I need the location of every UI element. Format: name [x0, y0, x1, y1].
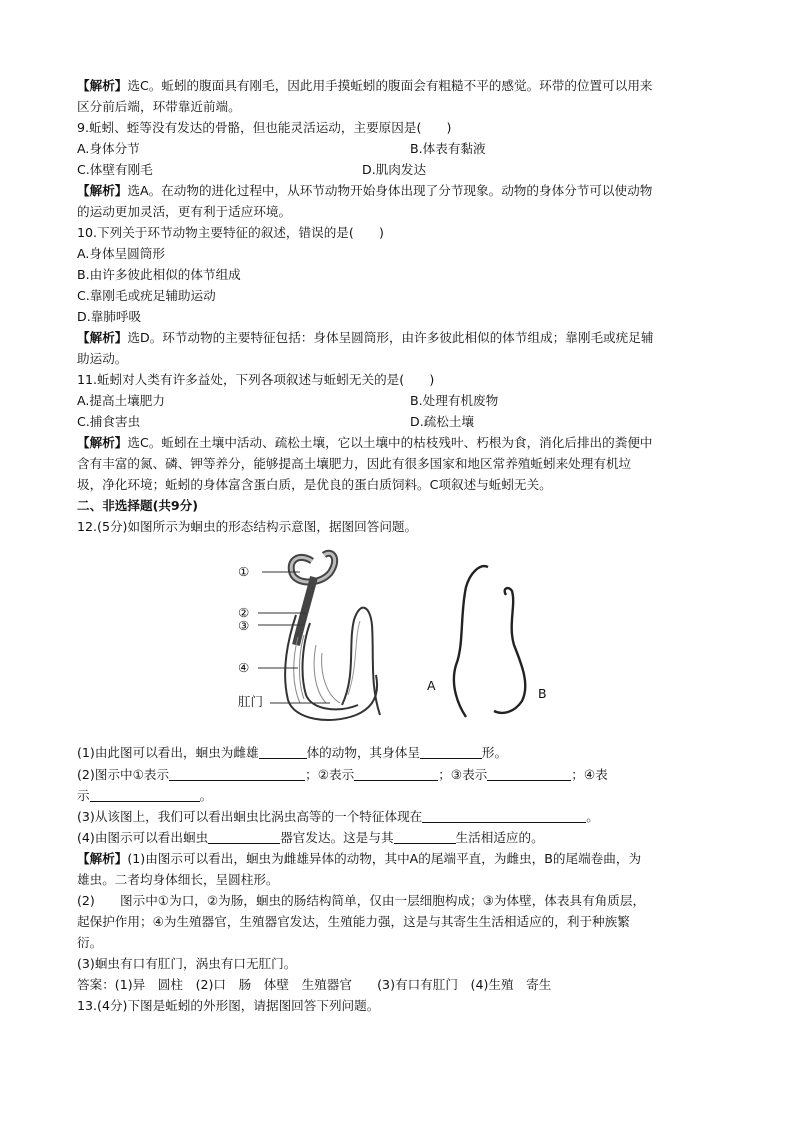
question-12-part3: (3)从该图上，我们可以看出蛔虫比涡虫高等的一个特征体现在 。	[77, 809, 599, 824]
male-worm-b	[494, 588, 525, 713]
female-worm-a	[454, 566, 488, 717]
blank-12-2a[interactable]	[169, 767, 305, 781]
question-10-stem: 10.下列关于环节动物主要特征的叙述，错误的是( )	[77, 225, 384, 240]
roundworm-figure	[230, 545, 580, 730]
analysis-q8-line2: 区分前后端，环带靠近前端。	[77, 99, 241, 114]
question-12-part4: (4)由图示可以看出蛔虫 器官发达。这是与其 生活相适应的。	[77, 830, 544, 845]
analysis-q12-line5: 衍。	[77, 935, 103, 950]
blank-12-1a[interactable]	[259, 745, 307, 759]
question-12-part1: (1)由此图可以看出，蛔虫为雌雄 体的动物，其身体呈 形。	[77, 745, 508, 760]
analysis-q12-line2: 雄虫。二者均身体细长，呈圆柱形。	[77, 872, 279, 887]
option-10c: C.靠刚毛或疣足辅助运动	[77, 288, 216, 303]
worm-body-inner	[303, 623, 358, 709]
worm-flap-inner	[348, 621, 360, 695]
analysis-q12-line6: (3)蛔虫有口有肛门，涡虫有口无肛门。	[77, 956, 297, 971]
option-11d: D.疏松土壤	[410, 414, 475, 429]
blank-12-3[interactable]	[422, 809, 586, 823]
analysis-q8-line1: 【解析】选C。蚯蚓的腹面具有刚毛，因此用手摸蚯蚓的腹面会有粗糙不平的感觉。环带的位置可以用来	[77, 78, 653, 93]
option-11c: C.捕食害虫	[77, 414, 141, 429]
analysis-q12-line1: 【解析】(1)由图示可以看出，蛔虫为雌雄异体的动物，其中A的尾端平直，为雌虫，B的尾端卷曲，为	[77, 851, 642, 866]
option-9a: A.身体分节	[77, 141, 140, 156]
analysis-q11-line2: 含有丰富的氮、磷、钾等养分，能够提高土壤肥力，因此有很多国家和地区常养殖蚯蚓来处理有机垃	[77, 456, 632, 471]
analysis-q11-line3: 圾，净化环境；蚯蚓的身体富含蛋白质，是优良的蛋白质饲料。C项叙述与蚯蚓无关。	[77, 477, 552, 492]
answer-q12: 答案：(1)异 圆柱 (2)口 肠 体壁 生殖器官 (3)有口有肛门 (4)生殖 寄生	[77, 977, 552, 992]
worm-organ-lines	[294, 635, 340, 703]
label-b: B	[538, 686, 547, 701]
analysis-q10-line2: 助运动。	[77, 351, 128, 366]
label-anus: 肛门	[238, 694, 264, 709]
analysis-q12-line4: 起保护作用；④为生殖器官，生殖器官发达，生殖能力强，这是与其寄生生活相适应的，利于种族繁	[77, 914, 630, 929]
option-10d: D.靠肺呼吸	[77, 309, 142, 324]
label-3: ③	[238, 618, 250, 633]
section-2-heading: 二、非选择题(共9分)	[77, 498, 199, 513]
option-10a: A.身体呈圆筒形	[77, 246, 165, 261]
question-12-stem: 12.(5分)如图所示为蛔虫的形态结构示意图，据图回答问题。	[77, 519, 418, 534]
label-a: A	[427, 678, 436, 693]
question-9-stem: 9.蚯蚓、蛭等没有发达的骨骼，但也能灵活运动，主要原因是( )	[77, 120, 452, 135]
analysis-q10-line1: 【解析】选D。环节动物的主要特征包括：身体呈圆筒形，由许多彼此相似的体节组成；靠刚毛或疣足辅	[77, 330, 654, 345]
option-9c: C.体壁有刚毛	[77, 162, 153, 177]
blank-12-2b[interactable]	[354, 767, 438, 781]
question-12-part2: (2)图示中①表示 ；②表示 ；③表示 ；④表	[77, 767, 608, 782]
label-2: ②	[238, 605, 250, 620]
analysis-q12-line3: (2) 图示中①为口，②为肠，蛔虫的肠结构简单，仅由一层细胞构成；③为体壁，体表具有角质层，	[77, 893, 646, 908]
question-13-stem: 13.(4分)下图是蚯蚓的外形图，请据图回答下列问题。	[77, 998, 380, 1013]
option-9b: B.体表有黏液	[410, 141, 486, 156]
option-10b: B.由许多彼此相似的体节组成	[77, 267, 241, 282]
analysis-q9-line1: 【解析】选A。在动物的进化过程中，从环节动物开始身体出现了分节现象。动物的身体分节可以使动物	[77, 183, 653, 198]
label-1: ①	[238, 564, 250, 579]
blank-12-1b[interactable]	[420, 745, 482, 759]
roundworm-diagram	[230, 545, 580, 730]
analysis-q9-line2: 的运动更加灵活，更有利于适应环境。	[77, 204, 292, 219]
analysis-q11-line1: 【解析】选C。蚯蚓在土壤中活动、疏松土壤，它以土壤中的枯枝残叶、朽根为食，消化后排出的粪便中	[77, 435, 653, 450]
question-12-part2-cont: 示 。	[77, 788, 213, 803]
blank-12-2d[interactable]	[90, 788, 200, 802]
label-4: ④	[238, 660, 250, 675]
question-11-stem: 11.蚯蚓对人类有许多益处，下列各项叙述与蚯蚓无关的是( )	[77, 372, 435, 387]
blank-12-4a[interactable]	[208, 830, 280, 844]
option-9d: D.肌肉发达	[362, 162, 427, 177]
option-11a: A.提高土壤肥力	[77, 393, 165, 408]
option-11b: B.处理有机废物	[410, 393, 499, 408]
worm-neck	[296, 577, 314, 645]
blank-12-4b[interactable]	[394, 830, 456, 844]
blank-12-2c[interactable]	[487, 767, 571, 781]
